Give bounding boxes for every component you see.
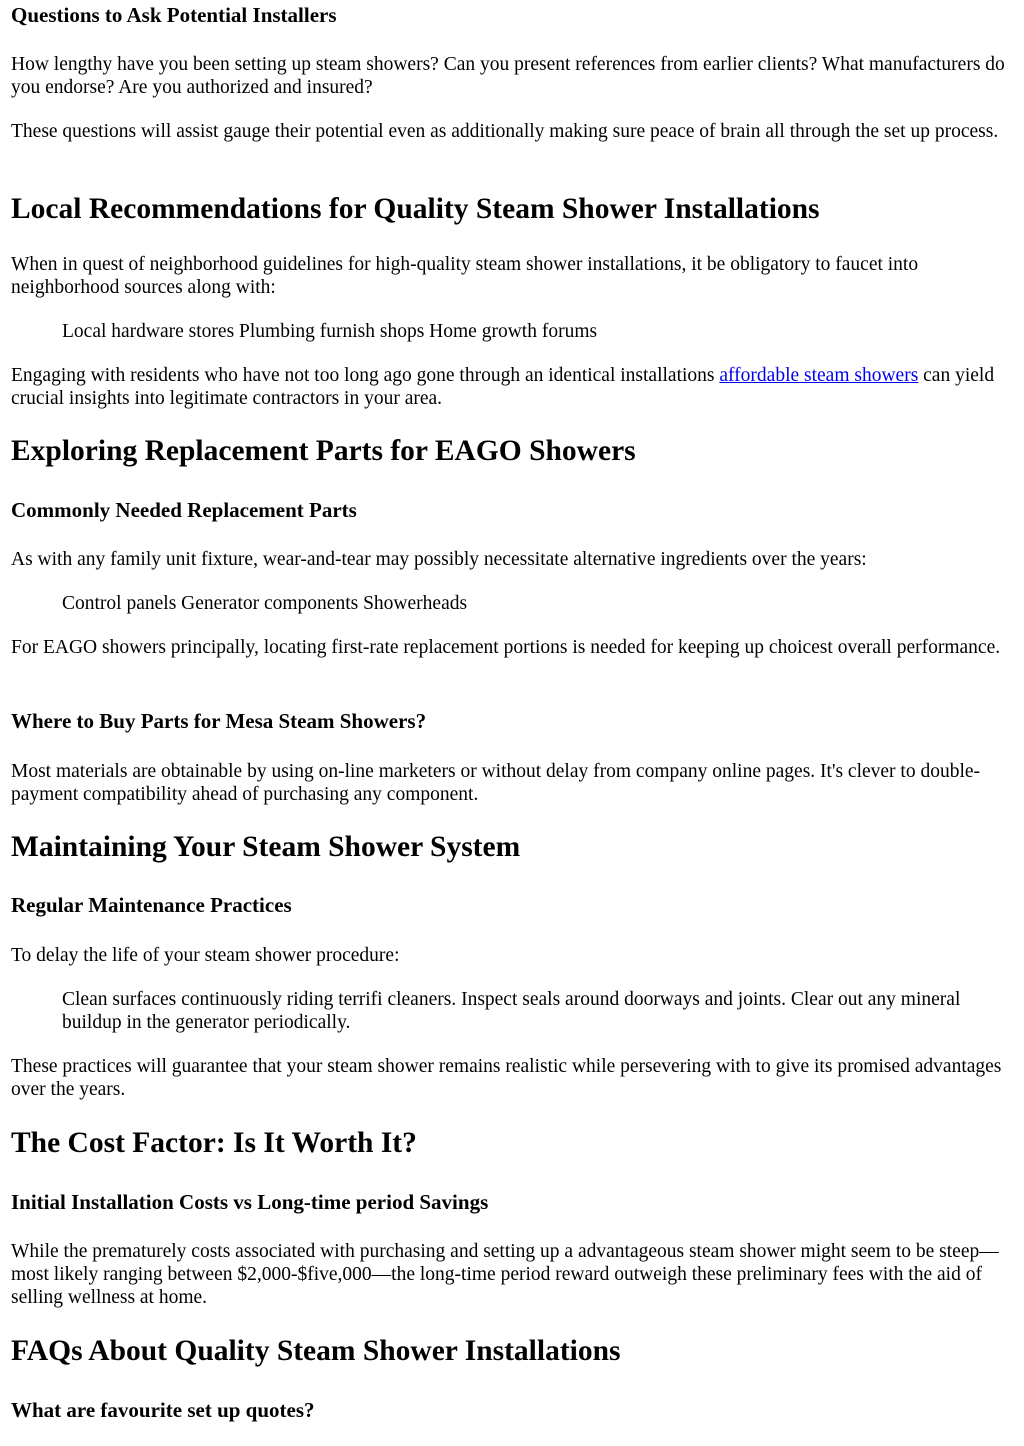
paragraph-text: can yield crucial insights into legitimate contractors in your area.	[11, 365, 995, 409]
list-item: Local hardware stores Plumbing furnish shops Home growth forums	[62, 321, 598, 342]
section-heading: The Cost Factor: Is It Worth It?	[11, 1127, 417, 1159]
subsection-heading: Where to Buy Parts for Mesa Steam Showers?	[11, 709, 427, 733]
section-heading: FAQs About Quality Steam Shower Installations	[11, 1335, 621, 1367]
paragraph: While the prematurely costs associated with purchasing and setting up a advantageous steam shower might seem to be steep—most likely ranging between $2,000-$five,000—the long-time period reward outweigh these preliminary fees with the aid of selling wellness at home.	[11, 1241, 999, 1308]
paragraph: These questions will assist gauge their potential even as additionally making sure peace of brain all through the set up process.	[11, 121, 999, 142]
section-heading: Exploring Replacement Parts for EAGO Showers	[11, 435, 636, 467]
paragraph: When in quest of neighborhood guidelines for high-quality steam shower installations, it be obligatory to faucet into neighborhood sources along with:	[11, 254, 919, 298]
paragraph	[11, 364, 1016, 410]
subsection-heading: Commonly Needed Replacement Parts	[11, 498, 357, 522]
section-heading: Local Recommendations for Quality Steam Shower Installations	[11, 193, 820, 225]
section-heading: Questions to Ask Potential Installers	[11, 3, 337, 27]
paragraph: For EAGO showers principally, locating first-rate replacement portions is needed for keeping up choicest overall performance.	[11, 637, 1001, 658]
subsection-heading: Initial Installation Costs vs Long-time period Savings	[11, 1190, 489, 1214]
paragraph: How lengthy have you been setting up steam showers? Can you present references from earlier clients? What manufacturers do you endorse? Are you authorized and insured?	[11, 54, 1005, 98]
affordable-steam-showers-link[interactable]: affordable steam showers	[719, 365, 919, 386]
subsection-heading: What are favourite set up quotes?	[11, 1398, 315, 1422]
paragraph: To delay the life of your steam shower procedure:	[11, 945, 400, 966]
paragraph: Most materials are obtainable by using on-line marketers or without delay from company online pages. It's clever to double-payment compatibility ahead of purchasing any component.	[11, 761, 981, 805]
list-item: Control panels Generator components Showerheads	[62, 593, 468, 614]
paragraph-text: Engaging with residents who have not too long ago gone through an identical installations	[11, 365, 720, 386]
subsection-heading: Regular Maintenance Practices	[11, 893, 292, 917]
paragraph: As with any family unit fixture, wear-and-tear may possibly necessitate alternative ingredients over the years:	[11, 549, 867, 570]
section-heading: Maintaining Your Steam Shower System	[11, 831, 521, 863]
paragraph: These practices will guarantee that your steam shower remains realistic while persevering with to give its promised advantages over the years.	[11, 1056, 1002, 1100]
list-item: Clean surfaces continuously riding terrifi cleaners. Inspect seals around doorways and joints. Clear out any mineral buildup in the generator periodically.	[62, 989, 961, 1033]
